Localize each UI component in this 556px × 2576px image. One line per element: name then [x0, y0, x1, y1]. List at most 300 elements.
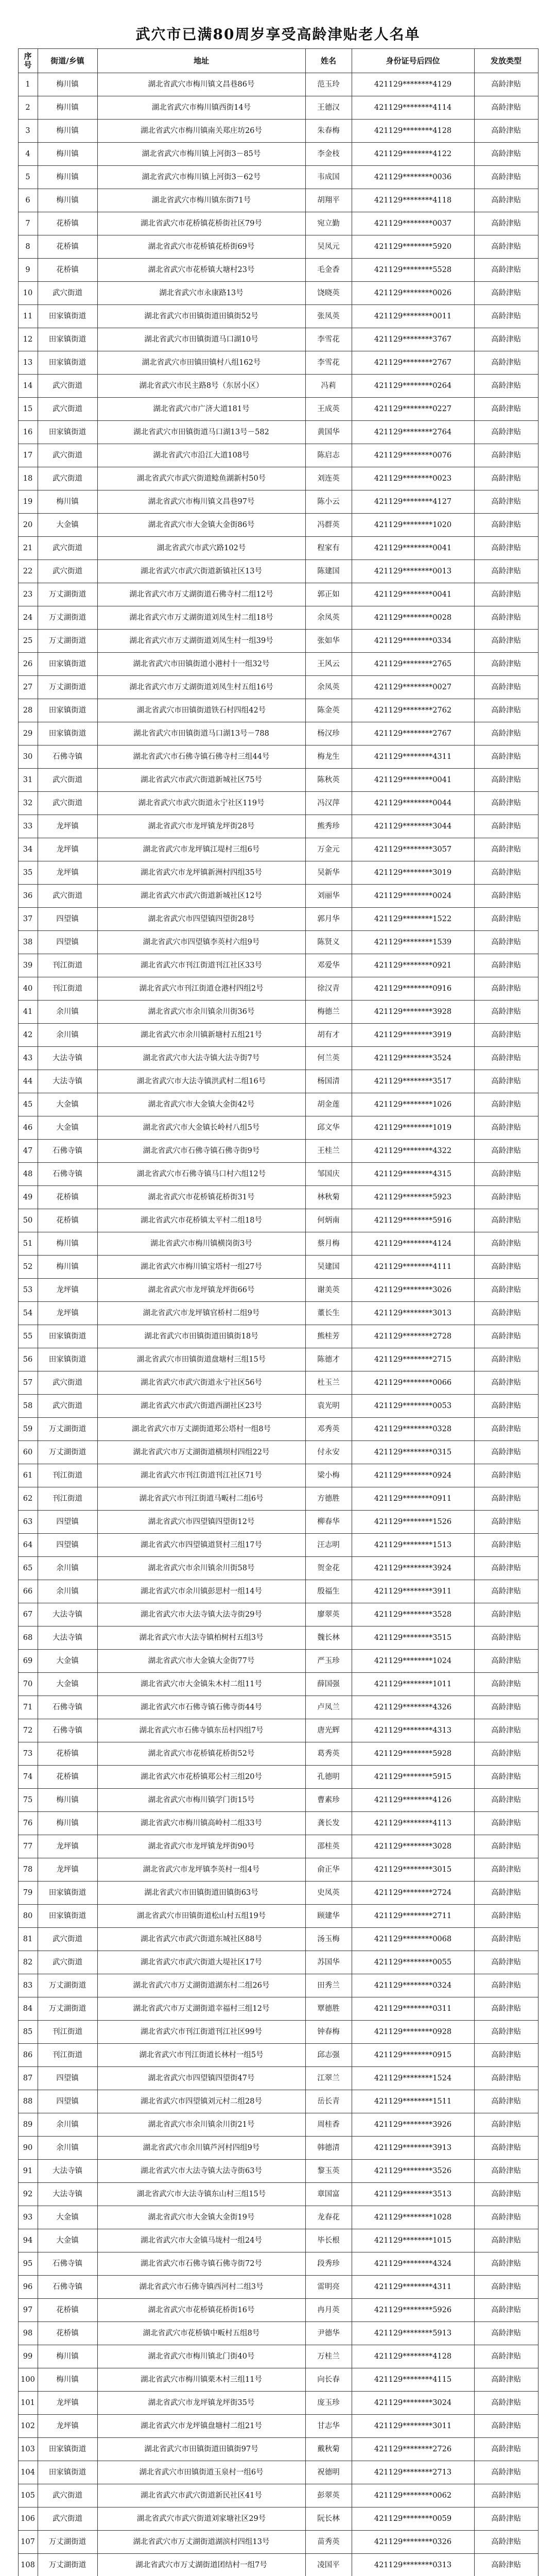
table-row — [18, 514, 538, 537]
cell-index: 3 — [18, 120, 38, 143]
cell-address: 湖北省武穴市田镇街道小港村十一组32号 — [97, 653, 305, 676]
cell-index: 34 — [18, 838, 38, 861]
cell-id-suffix: 421129********5928 — [352, 1742, 474, 1766]
cell-index: 78 — [18, 1858, 38, 1882]
cell-street: 花桥镇 — [38, 235, 97, 259]
cell-id-suffix: 421129********0041 — [352, 769, 474, 792]
cell-address: 湖北省武穴市石佛寺镇马口村六组12号 — [97, 1163, 305, 1186]
table-row — [18, 1418, 538, 1441]
cell-type: 高龄津贴 — [474, 1511, 538, 1534]
cell-street: 石佛寺镇 — [38, 745, 97, 769]
cell-index: 66 — [18, 1580, 38, 1603]
cell-type: 高龄津贴 — [474, 2322, 538, 2345]
cell-street: 石佛寺镇 — [38, 2276, 97, 2299]
cell-type: 高龄津贴 — [474, 699, 538, 722]
cell-street: 大法寺镇 — [38, 2183, 97, 2206]
cell-type: 高龄津贴 — [474, 490, 538, 514]
cell-name: 邱志强 — [305, 2044, 352, 2067]
table-row — [18, 537, 538, 560]
cell-address: 湖北省武穴市龙坪镇龙坪街66号 — [97, 1279, 305, 1302]
table-row — [18, 2137, 538, 2160]
cell-id-suffix: 421129********0013 — [352, 560, 474, 583]
cell-id-suffix: 421129********0924 — [352, 1464, 474, 1487]
cell-id-suffix: 421129********5926 — [352, 2299, 474, 2322]
cell-name: 杨国清 — [305, 1070, 352, 1093]
cell-address: 湖北省武穴市田镇街道田镇街97号 — [97, 2438, 305, 2461]
cell-index: 63 — [18, 1511, 38, 1534]
cell-address: 湖北省武穴市万丈湖街道团结村一组7号 — [97, 2554, 305, 2576]
cell-address: 湖北省武穴市大金镇大金街86号 — [97, 514, 305, 537]
cell-index: 7 — [18, 212, 38, 235]
cell-address: 湖北省武穴市花桥镇郑公村三组20号 — [97, 1766, 305, 1789]
cell-index: 69 — [18, 1650, 38, 1673]
cell-type: 高龄津贴 — [474, 1905, 538, 1928]
cell-name: 史凤英 — [305, 1882, 352, 1905]
cell-street: 花桥镇 — [38, 2299, 97, 2322]
cell-address: 湖北省武穴市梅川镇宝塔村一组27号 — [97, 1256, 305, 1279]
cell-street: 梅川镇 — [38, 143, 97, 166]
cell-type: 高龄津贴 — [474, 1557, 538, 1580]
cell-type: 高龄津贴 — [474, 1047, 538, 1070]
table-row — [18, 583, 538, 606]
cell-name: 宛立勤 — [305, 212, 352, 235]
cell-street: 大法寺镇 — [38, 1070, 97, 1093]
cell-index: 38 — [18, 931, 38, 954]
cell-name: 向长春 — [305, 2368, 352, 2392]
table-row — [18, 2507, 538, 2531]
cell-name: 蔡月梅 — [305, 1232, 352, 1256]
cell-name: 黎玉英 — [305, 2160, 352, 2183]
cell-id-suffix: 421129********3026 — [352, 1279, 474, 1302]
cell-type: 高龄津贴 — [474, 861, 538, 885]
cell-id-suffix: 421129********0315 — [352, 1441, 474, 1464]
cell-street: 余川镇 — [38, 1001, 97, 1024]
table-row — [18, 1371, 538, 1395]
cell-id-suffix: 421129********4124 — [352, 1232, 474, 1256]
table-row — [18, 1186, 538, 1209]
cell-id-suffix: 421129********0028 — [352, 606, 474, 630]
cell-street: 田家镇街道 — [38, 1882, 97, 1905]
table-row — [18, 1997, 538, 2021]
cell-id-suffix: 421129********0023 — [352, 467, 474, 490]
cell-address: 湖北省武穴市梅川镇学门街15号 — [97, 1789, 305, 1812]
cell-street: 梅川镇 — [38, 2368, 97, 2392]
cell-name: 薛国强 — [305, 1673, 352, 1696]
cell-id-suffix: 421129********3024 — [352, 2392, 474, 2415]
cell-index: 45 — [18, 1093, 38, 1116]
cell-type: 高龄津贴 — [474, 1302, 538, 1325]
cell-name: 戴秋菊 — [305, 2438, 352, 2461]
cell-type: 高龄津贴 — [474, 1024, 538, 1047]
cell-street: 花桥镇 — [38, 2322, 97, 2345]
cell-type: 高龄津贴 — [474, 769, 538, 792]
header-index: 序号 — [18, 49, 38, 73]
cell-address: 湖北省武穴市四望镇四望街12号 — [97, 1511, 305, 1534]
cell-address: 湖北省武穴市武穴街道永宁社区56号 — [97, 1371, 305, 1395]
cell-index: 44 — [18, 1070, 38, 1093]
table-row — [18, 815, 538, 838]
table-row — [18, 2276, 538, 2299]
cell-index: 81 — [18, 1928, 38, 1951]
cell-address: 湖北省武穴市余川镇新塘村五组21号 — [97, 1024, 305, 1047]
table-row — [18, 1024, 538, 1047]
cell-address: 湖北省武穴市石佛寺镇西河村二组3号 — [97, 2276, 305, 2299]
cell-id-suffix: 421129********1513 — [352, 1534, 474, 1557]
cell-type: 高龄津贴 — [474, 351, 538, 375]
cell-street: 大法寺镇 — [38, 1603, 97, 1626]
cell-index: 72 — [18, 1719, 38, 1742]
cell-id-suffix: 421129********4128 — [352, 120, 474, 143]
cell-street: 武穴街道 — [38, 444, 97, 467]
cell-street: 花桥镇 — [38, 259, 97, 282]
cell-street: 武穴街道 — [38, 537, 97, 560]
cell-address: 湖北省武穴市永康路13号 — [97, 282, 305, 305]
table-row — [18, 1580, 538, 1603]
cell-index: 84 — [18, 1997, 38, 2021]
cell-type: 高龄津贴 — [474, 73, 538, 96]
cell-id-suffix: 421129********4311 — [352, 745, 474, 769]
cell-type: 高龄津贴 — [474, 885, 538, 908]
cell-street: 田家镇街道 — [38, 421, 97, 444]
cell-type: 高龄津贴 — [474, 2531, 538, 2554]
cell-type: 高龄津贴 — [474, 444, 538, 467]
cell-type: 高龄津贴 — [474, 792, 538, 815]
cell-index: 11 — [18, 305, 38, 328]
cell-id-suffix: 421129********3926 — [352, 2113, 474, 2137]
table-row — [18, 1163, 538, 1186]
cell-index: 17 — [18, 444, 38, 467]
cell-street: 武穴街道 — [38, 2507, 97, 2531]
table-row — [18, 96, 538, 120]
table-row — [18, 444, 538, 467]
table-row — [18, 606, 538, 630]
cell-id-suffix: 421129********3528 — [352, 1603, 474, 1626]
cell-type: 高龄津贴 — [474, 1163, 538, 1186]
cell-index: 104 — [18, 2461, 38, 2484]
cell-address: 湖北省武穴市梅川镇文昌巷97号 — [97, 490, 305, 514]
cell-address: 湖北省武穴市田镇街道田镇街18号 — [97, 1325, 305, 1348]
table-row — [18, 2044, 538, 2067]
cell-name: 苗秀英 — [305, 2531, 352, 2554]
cell-name: 梅龙生 — [305, 745, 352, 769]
cell-type: 高龄津贴 — [474, 282, 538, 305]
cell-type: 高龄津贴 — [474, 1441, 538, 1464]
cell-street: 梅川镇 — [38, 166, 97, 189]
cell-type: 高龄津贴 — [474, 1626, 538, 1650]
cell-type: 高龄津贴 — [474, 2461, 538, 2484]
cell-name: 庞玉珍 — [305, 2392, 352, 2415]
cell-index: 91 — [18, 2160, 38, 2183]
cell-type: 高龄津贴 — [474, 2484, 538, 2507]
cell-index: 107 — [18, 2531, 38, 2554]
cell-address: 湖北省武穴市梅川镇上河街3－62号 — [97, 166, 305, 189]
cell-street: 龙坪镇 — [38, 1302, 97, 1325]
cell-index: 64 — [18, 1534, 38, 1557]
cell-street: 梅川镇 — [38, 1256, 97, 1279]
cell-id-suffix: 421129********1526 — [352, 1511, 474, 1534]
cell-index: 2 — [18, 96, 38, 120]
cell-name: 吴新华 — [305, 861, 352, 885]
cell-street: 田家镇街道 — [38, 305, 97, 328]
cell-street: 田家镇街道 — [38, 1325, 97, 1348]
table-row — [18, 2554, 538, 2576]
table-row — [18, 1070, 538, 1093]
table-row — [18, 560, 538, 583]
cell-index: 75 — [18, 1789, 38, 1812]
cell-name: 周桂香 — [305, 2113, 352, 2137]
cell-index: 94 — [18, 2229, 38, 2252]
cell-address: 湖北省武穴市龙坪镇李英村一组4号 — [97, 1858, 305, 1882]
table-row — [18, 1835, 538, 1858]
cell-index: 83 — [18, 1974, 38, 1997]
table-row — [18, 792, 538, 815]
cell-type: 高龄津贴 — [474, 583, 538, 606]
cell-address: 湖北省武穴市梅川镇高岭村二组33号 — [97, 1812, 305, 1835]
cell-address: 湖北省武穴市梅川镇南关郑庄坊26号 — [97, 120, 305, 143]
cell-address: 湖北省武穴市大法寺镇大法寺街29号 — [97, 1603, 305, 1626]
cell-address: 湖北省武穴市大金镇大金街77号 — [97, 1650, 305, 1673]
cell-id-suffix: 421129********3028 — [352, 1835, 474, 1858]
cell-name: 甘志华 — [305, 2415, 352, 2438]
cell-name: 魏长林 — [305, 1626, 352, 1650]
cell-id-suffix: 421129********0053 — [352, 1395, 474, 1418]
cell-index: 80 — [18, 1905, 38, 1928]
cell-type: 高龄津贴 — [474, 1650, 538, 1673]
cell-type: 高龄津贴 — [474, 2183, 538, 2206]
cell-name: 冯群英 — [305, 514, 352, 537]
cell-type: 高龄津贴 — [474, 2415, 538, 2438]
cell-type: 高龄津贴 — [474, 2067, 538, 2090]
cell-street: 武穴街道 — [38, 467, 97, 490]
cell-name: 程家有 — [305, 537, 352, 560]
cell-index: 56 — [18, 1348, 38, 1371]
cell-name: 张凤英 — [305, 305, 352, 328]
cell-id-suffix: 421129********0328 — [352, 1418, 474, 1441]
header-id-suffix: 身份证号后四位 — [352, 49, 474, 73]
table-row — [18, 1974, 538, 1997]
cell-type: 高龄津贴 — [474, 722, 538, 745]
cell-type: 高龄津贴 — [474, 1070, 538, 1093]
cell-name: 刘丽华 — [305, 885, 352, 908]
cell-type: 高龄津贴 — [474, 421, 538, 444]
cell-id-suffix: 421129********2728 — [352, 1325, 474, 1348]
cell-index: 10 — [18, 282, 38, 305]
cell-id-suffix: 421129********4118 — [352, 189, 474, 212]
cell-address: 湖北省武穴市田镇街道田镇街63号 — [97, 1882, 305, 1905]
table-row — [18, 259, 538, 282]
cell-index: 102 — [18, 2415, 38, 2438]
cell-index: 59 — [18, 1418, 38, 1441]
table-row — [18, 120, 538, 143]
cell-index: 97 — [18, 2299, 38, 2322]
cell-address: 湖北省武穴市万丈湖街道刘凤生村二组18号 — [97, 606, 305, 630]
cell-type: 高龄津贴 — [474, 931, 538, 954]
cell-address: 湖北省武穴市龙坪镇新洲村四组35号 — [97, 861, 305, 885]
cell-id-suffix: 421129********0044 — [352, 792, 474, 815]
cell-street: 刊江街道 — [38, 2021, 97, 2044]
cell-id-suffix: 421129********3515 — [352, 1626, 474, 1650]
cell-street: 万丈湖街道 — [38, 1974, 97, 1997]
cell-address: 湖北省武穴市梅川镇西街14号 — [97, 96, 305, 120]
cell-name: 邹国庆 — [305, 1163, 352, 1186]
table-row — [18, 305, 538, 328]
cell-index: 62 — [18, 1487, 38, 1511]
cell-index: 106 — [18, 2507, 38, 2531]
cell-street: 田家镇街道 — [38, 1348, 97, 1371]
cell-type: 高龄津贴 — [474, 1997, 538, 2021]
cell-id-suffix: 421129********0076 — [352, 444, 474, 467]
table-row — [18, 1279, 538, 1302]
cell-address: 湖北省武穴市武穴街道鲶鱼湖新村50号 — [97, 467, 305, 490]
cell-street: 石佛寺镇 — [38, 1696, 97, 1719]
cell-id-suffix: 421129********4326 — [352, 1696, 474, 1719]
cell-id-suffix: 421129********1522 — [352, 908, 474, 931]
cell-street: 大法寺镇 — [38, 1047, 97, 1070]
cell-index: 89 — [18, 2113, 38, 2137]
cell-address: 湖北省武穴市万丈湖街道刘凤生村五组16号 — [97, 676, 305, 699]
cell-street: 梅川镇 — [38, 189, 97, 212]
cell-type: 高龄津贴 — [474, 305, 538, 328]
cell-name: 陈启志 — [305, 444, 352, 467]
cell-index: 47 — [18, 1140, 38, 1163]
cell-address: 湖北省武穴市大法寺镇东山村三组15号 — [97, 2183, 305, 2206]
cell-index: 96 — [18, 2276, 38, 2299]
table-row — [18, 1256, 538, 1279]
cell-street: 余川镇 — [38, 1580, 97, 1603]
table-row — [18, 2392, 538, 2415]
table-row — [18, 2021, 538, 2044]
cell-name: 冯莉 — [305, 375, 352, 398]
cell-id-suffix: 421129********5923 — [352, 1186, 474, 1209]
cell-name: 林秋菊 — [305, 1186, 352, 1209]
cell-name: 陈小云 — [305, 490, 352, 514]
cell-index: 86 — [18, 2044, 38, 2067]
cell-street: 石佛寺镇 — [38, 1140, 97, 1163]
cell-address: 湖北省武穴市龙坪镇官桥村二组9号 — [97, 1302, 305, 1325]
table-row — [18, 398, 538, 421]
cell-name: 邵桂英 — [305, 1835, 352, 1858]
cell-name: 殷福生 — [305, 1580, 352, 1603]
cell-type: 高龄津贴 — [474, 1603, 538, 1626]
cell-street: 田家镇街道 — [38, 351, 97, 375]
header-address: 地址 — [97, 49, 305, 73]
cell-street: 龙坪镇 — [38, 1279, 97, 1302]
cell-address: 湖北省武穴市田镇田镇村八组162号 — [97, 351, 305, 375]
table-row — [18, 2322, 538, 2345]
cell-address: 湖北省武穴市万丈湖街道湖东村二组26号 — [97, 1974, 305, 1997]
cell-name: 韩德清 — [305, 2137, 352, 2160]
cell-address: 湖北省武穴市田镇街道铁石村四组42号 — [97, 699, 305, 722]
cell-address: 湖北省武穴市民主路8号（东居小区） — [97, 375, 305, 398]
cell-name: 胡金莲 — [305, 1093, 352, 1116]
cell-street: 武穴街道 — [38, 885, 97, 908]
cell-street: 石佛寺镇 — [38, 1163, 97, 1186]
cell-type: 高龄津贴 — [474, 467, 538, 490]
cell-street: 田家镇街道 — [38, 328, 97, 351]
table-row — [18, 1140, 538, 1163]
cell-index: 54 — [18, 1302, 38, 1325]
cell-address: 湖北省武穴市花桥镇太平村二组18号 — [97, 1209, 305, 1232]
cell-name: 杜玉兰 — [305, 1371, 352, 1395]
cell-street: 田家镇街道 — [38, 653, 97, 676]
cell-address: 湖北省武穴市万丈湖街道幸福村三组12号 — [97, 1997, 305, 2021]
cell-type: 高龄津贴 — [474, 1951, 538, 1974]
table-row — [18, 166, 538, 189]
table-row — [18, 1928, 538, 1951]
cell-index: 28 — [18, 699, 38, 722]
cell-index: 77 — [18, 1835, 38, 1858]
cell-id-suffix: 421129********3767 — [352, 328, 474, 351]
cell-address: 湖北省武穴市四望镇四望街28号 — [97, 908, 305, 931]
cell-name: 杨汉珍 — [305, 722, 352, 745]
cell-index: 85 — [18, 2021, 38, 2044]
cell-name: 付永安 — [305, 1441, 352, 1464]
cell-address: 湖北省武穴市石佛寺镇石佛寺村三组44号 — [97, 745, 305, 769]
cell-index: 65 — [18, 1557, 38, 1580]
table-row — [18, 699, 538, 722]
cell-id-suffix: 421129********3524 — [352, 1047, 474, 1070]
cell-address: 湖北省武穴市大法寺镇大法寺街63号 — [97, 2160, 305, 2183]
cell-index: 93 — [18, 2206, 38, 2229]
table-row — [18, 235, 538, 259]
cell-address: 湖北省武穴市花桥镇大塘村23号 — [97, 259, 305, 282]
cell-name: 万桂兰 — [305, 2345, 352, 2368]
cell-street: 武穴街道 — [38, 792, 97, 815]
table-row — [18, 1348, 538, 1371]
table-row — [18, 2415, 538, 2438]
cell-index: 39 — [18, 954, 38, 977]
cell-type: 高龄津贴 — [474, 1696, 538, 1719]
cell-street: 刊江街道 — [38, 1464, 97, 1487]
cell-name: 熊秀珍 — [305, 815, 352, 838]
cell-street: 梅川镇 — [38, 1232, 97, 1256]
cell-index: 52 — [18, 1256, 38, 1279]
cell-name: 熊桂芳 — [305, 1325, 352, 1348]
cell-type: 高龄津贴 — [474, 560, 538, 583]
cell-name: 范玉玲 — [305, 73, 352, 96]
table-row — [18, 328, 538, 351]
cell-name: 韦成国 — [305, 166, 352, 189]
cell-address: 湖北省武穴市田镇街道盘塘村三组15号 — [97, 1348, 305, 1371]
table-row — [18, 2368, 538, 2392]
cell-type: 高龄津贴 — [474, 235, 538, 259]
cell-street: 万丈湖街道 — [38, 676, 97, 699]
cell-street: 大法寺镇 — [38, 2160, 97, 2183]
cell-type: 高龄津贴 — [474, 2090, 538, 2113]
table-row — [18, 2299, 538, 2322]
cell-address: 湖北省武穴市武穴街道大堤社区17号 — [97, 1951, 305, 1974]
cell-street: 武穴街道 — [38, 769, 97, 792]
cell-street: 大金镇 — [38, 1650, 97, 1673]
cell-id-suffix: 421129********1028 — [352, 2206, 474, 2229]
cell-name: 邓爱华 — [305, 954, 352, 977]
cell-address: 湖北省武穴市武穴街道东城社区88号 — [97, 1928, 305, 1951]
cell-name: 吴建国 — [305, 1256, 352, 1279]
table-row — [18, 1603, 538, 1626]
table-row — [18, 861, 538, 885]
cell-name: 方德胜 — [305, 1487, 352, 1511]
table-row — [18, 1116, 538, 1140]
cell-street: 龙坪镇 — [38, 2415, 97, 2438]
cell-name: 何炳南 — [305, 1209, 352, 1232]
cell-index: 22 — [18, 560, 38, 583]
cell-id-suffix: 421129********3913 — [352, 2137, 474, 2160]
cell-street: 大金镇 — [38, 514, 97, 537]
cell-id-suffix: 421129********4324 — [352, 2252, 474, 2276]
cell-id-suffix: 421129********0055 — [352, 1951, 474, 1974]
cell-street: 田家镇街道 — [38, 2461, 97, 2484]
cell-street: 花桥镇 — [38, 212, 97, 235]
